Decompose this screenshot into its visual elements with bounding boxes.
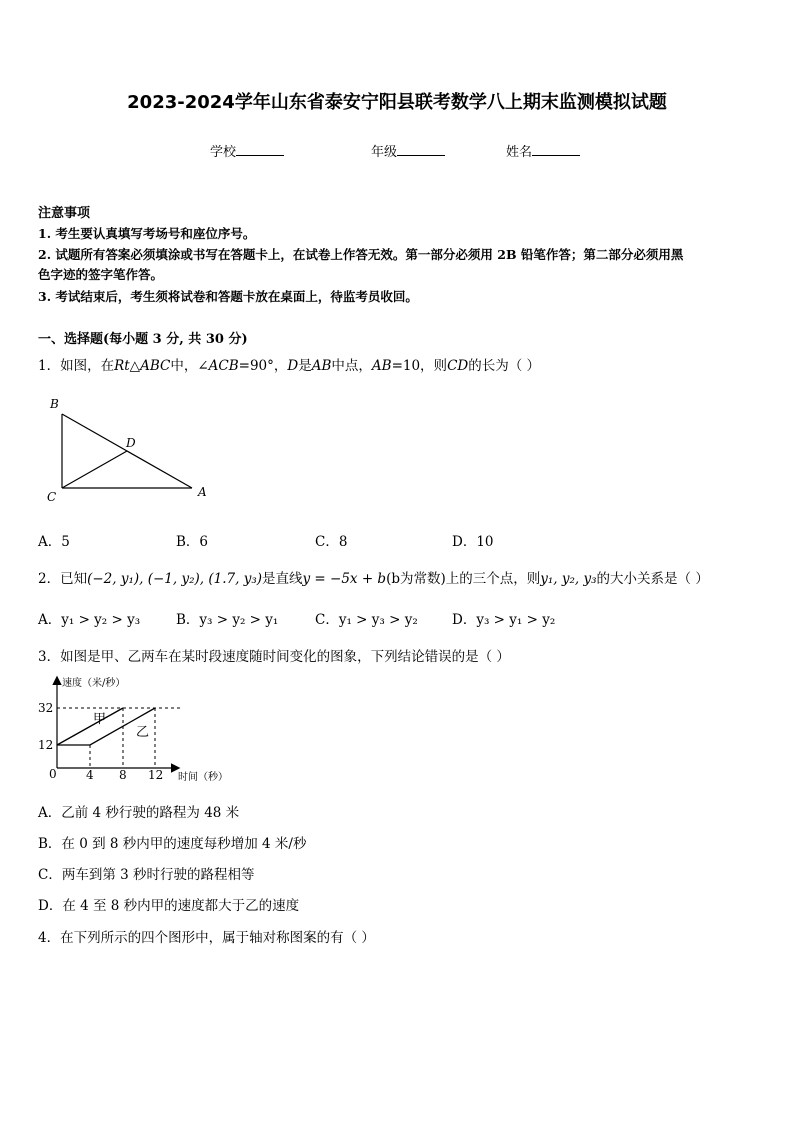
- q3-option-a[interactable]: A．乙前 4 秒行驶的路程为 48 米: [38, 805, 240, 821]
- segment-cd: [62, 451, 127, 488]
- school-field: [210, 141, 284, 160]
- label-c: C: [47, 490, 57, 504]
- notes-heading: 注意事项: [38, 206, 91, 221]
- q1-text-e: 中点，: [331, 358, 372, 374]
- xtick-8: 8: [119, 768, 127, 782]
- q2-text-d: 的大小关系是（ ）: [596, 571, 709, 587]
- question-3: 3．如图是甲、乙两车在某时段速度随时间变化的图象，下列结论错误的是（ ）: [38, 649, 510, 665]
- q1-text-d: 是: [298, 358, 312, 374]
- question-1: [38, 354, 540, 374]
- line-jia: [57, 708, 123, 745]
- q2-text-b: 是直线: [262, 571, 303, 587]
- q2-number: 2．: [38, 571, 61, 587]
- q2-vars: y₁, y₂, y₃: [540, 571, 597, 587]
- xtick-0: 0: [49, 767, 57, 781]
- grade-label: 年级: [371, 145, 398, 160]
- grade-blank[interactable]: [397, 143, 445, 156]
- q1-text-b: 中，: [170, 358, 198, 374]
- q2-text-a: 已知: [60, 571, 88, 587]
- q1-text-a: 如图，在: [60, 358, 115, 374]
- q1-ab2: AB: [371, 358, 392, 374]
- section-heading: 一、选择题(每小题 3 分, 共 30 分): [38, 332, 248, 347]
- name-field: [506, 141, 580, 160]
- q3-option-b[interactable]: B．在 0 到 8 秒内甲的速度每秒增加 4 米/秒: [38, 836, 307, 852]
- q1-rt: Rt△ABC: [114, 358, 171, 374]
- xtick-12: 12: [148, 768, 164, 782]
- q1-option-a[interactable]: A．5: [38, 534, 70, 550]
- note-item-2: 2. 试题所有答案必须填涂或书写在答题卡上，在试卷上作答无效。第一部分必须用 2B 铅笔作答；第二部分必须用黑: [38, 247, 684, 262]
- q1-option-d[interactable]: D．10: [452, 534, 494, 550]
- q3-option-c[interactable]: C．两车到第 3 秒时行驶的路程相等: [38, 867, 255, 883]
- q1-ab: AB: [311, 358, 332, 374]
- label-jia: 甲: [93, 712, 107, 727]
- school-blank[interactable]: [236, 143, 284, 156]
- ytick-32: 32: [38, 701, 54, 715]
- q3-speed-graph: [30, 672, 250, 788]
- q1-option-c[interactable]: C．8: [315, 534, 348, 550]
- q3-option-d[interactable]: D．在 4 至 8 秒内甲的速度都大于乙的速度: [38, 898, 300, 914]
- xtick-4: 4: [86, 768, 94, 782]
- q1-cd: CD: [447, 358, 469, 374]
- note-item-3: 3. 考试结束后，考生须将试卷和答题卡放在桌面上，待监考员收回。: [38, 289, 418, 304]
- q2-option-b[interactable]: B．y₃ > y₂ > y₁: [176, 612, 279, 628]
- q1-angle: ∠ACB: [197, 358, 239, 374]
- grade-field: [371, 141, 445, 160]
- q2-points: (−2, y₁), (−1, y₂), (1.7, y₃): [87, 571, 262, 587]
- q1-d: D: [287, 358, 299, 374]
- question-4: 4．在下列所示的四个图形中，属于轴对称图案的有（ ）: [38, 930, 375, 946]
- name-blank[interactable]: [532, 143, 580, 156]
- school-label: 学校: [210, 145, 237, 160]
- label-yi: 乙: [136, 725, 150, 740]
- page-title: 2023-2024学年山东省泰安宁阳县联考数学八上期末监测模拟试题: [127, 92, 667, 113]
- q1-number: 1．: [38, 358, 61, 374]
- name-label: 姓名: [506, 145, 533, 160]
- q1-text-f: =10，则: [391, 358, 448, 374]
- note-item-2-cont: 色字迹的签字笔作答。: [38, 267, 164, 282]
- q2-text-c: (b为常数)上的三个点，则: [386, 571, 541, 587]
- q1-triangle-figure: [40, 392, 220, 504]
- label-b: B: [50, 397, 59, 411]
- q1-text-c: =90°，: [238, 358, 288, 374]
- ytick-12: 12: [38, 738, 54, 752]
- q2-option-d[interactable]: D．y₃ > y₁ > y₂: [452, 612, 556, 628]
- question-2: [38, 567, 709, 587]
- y-axis-label: 速度（米/秒）: [62, 678, 126, 689]
- q2-option-c[interactable]: C．y₁ > y₃ > y₂: [315, 612, 418, 628]
- x-axis-label: 时间（秒）: [178, 772, 228, 783]
- q1-text-g: 的长为（ ）: [468, 358, 541, 374]
- note-item-1: 1. 考生要认真填写考场号和座位序号。: [38, 226, 256, 241]
- label-d: D: [126, 436, 136, 450]
- label-a: A: [198, 485, 207, 499]
- q1-option-b[interactable]: B．6: [176, 534, 209, 550]
- q2-line: y = −5x + b: [302, 571, 387, 587]
- q2-option-a[interactable]: A．y₁ > y₂ > y₃: [38, 612, 141, 628]
